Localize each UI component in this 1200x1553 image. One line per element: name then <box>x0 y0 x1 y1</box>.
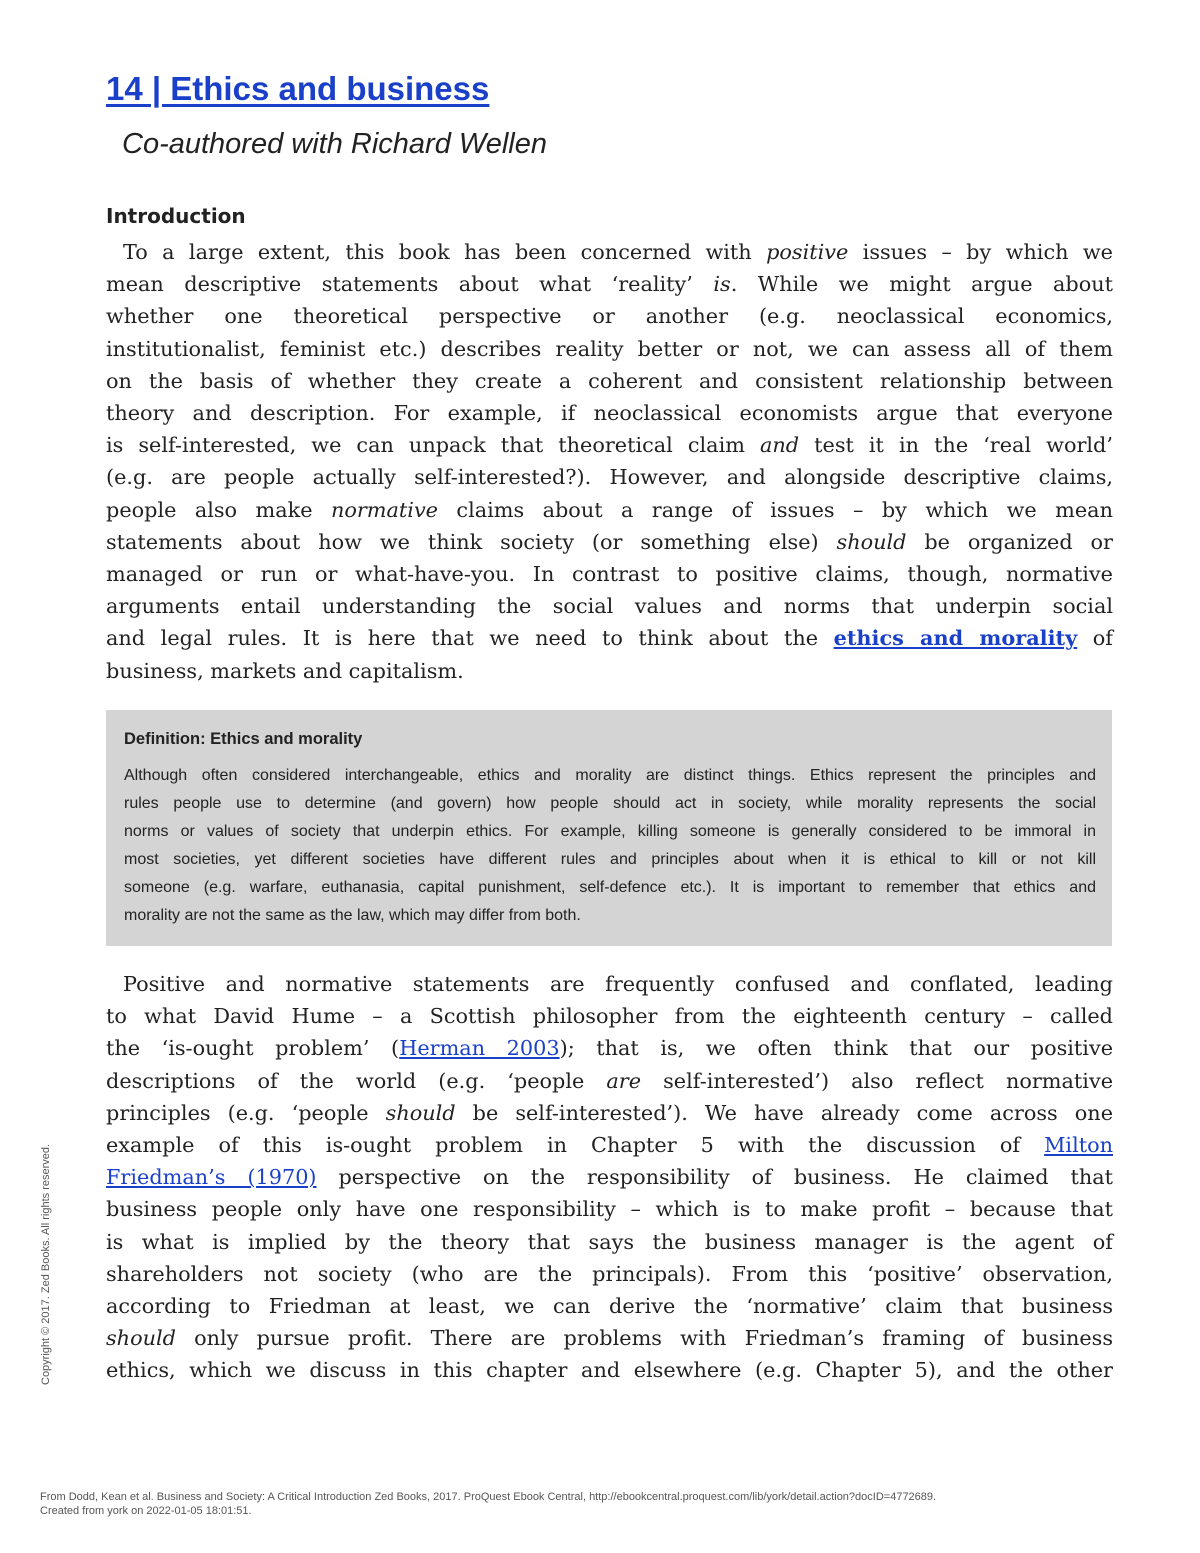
text-line: should only pursue profit. There are problems with Friedman’s framing of business <box>106 1326 1113 1351</box>
text-line: institutionalist, feminist etc.) describes reality better or not, we can assess all of them <box>106 336 1113 361</box>
text-line: principles (e.g. ‘people should be self-interested’). We have already come across one <box>106 1100 1113 1125</box>
definition-text <box>124 762 1096 930</box>
text-line: (e.g. are people actually self-interested?). However, and alongside descriptive claims, <box>106 465 1113 490</box>
text-line: Friedman’s (1970) perspective on the responsibility of business. He claimed that <box>106 1165 1113 1190</box>
text-line: statements about how we think society (or something else) should be organized or <box>106 529 1113 554</box>
footer-created: Created from york on 2022-01-05 18:01:51. <box>40 1505 252 1517</box>
text-line: business, markets and capitalism. <box>106 658 464 683</box>
text-line: rules people use to determine (and govern) how people should act in society, while morality represents the social <box>124 795 1096 812</box>
text-line: is self-interested, we can unpack that theoretical claim and test it in the ‘real world’ <box>106 433 1113 458</box>
text-line: morality are not the same as the law, which may differ from both. <box>124 907 581 924</box>
definition-box <box>106 710 1112 946</box>
definition-title: Definition: Ethics and morality <box>124 730 363 748</box>
text-line: someone (e.g. warfare, euthanasia, capital punishment, self-defence etc.). It is important to remember that ethics and <box>124 879 1096 896</box>
text-line: the ‘is-ought problem’ (Herman 2003); that is, we often think that our positive <box>106 1036 1114 1061</box>
ethics-and-morality-link[interactable]: ethics and morality <box>833 625 1078 651</box>
text-line: example of this is-ought problem in Chapter 5 with the discussion of Milton <box>106 1133 1113 1158</box>
text-line: people also make normative claims about a range of issues – by which we mean <box>106 497 1113 522</box>
text-line: on the basis of whether they create a coherent and consistent relationship between <box>106 368 1113 393</box>
copyright-notice: Copyright © 2017. Zed Books. All rights reserved. <box>40 1143 52 1385</box>
text-line: descriptions of the world (e.g. ‘people are self-interested’) also reflect normative <box>106 1068 1113 1093</box>
text-line: business people only have one responsibility – which is to make profit – because that <box>106 1197 1113 1222</box>
text-line: most societies, yet different societies have different rules and principles about when it is ethical to kill or not kill <box>124 851 1096 868</box>
herman-citation-link[interactable]: Herman 2003 <box>399 1036 560 1061</box>
text-line: whether one theoretical perspective or another (e.g. neoclassical economics, <box>106 304 1113 329</box>
chapter-coauthor: Co-authored with Richard Wellen <box>122 128 548 160</box>
text-line: managed or run or what-have-you. In contrast to positive claims, though, normative <box>106 562 1113 587</box>
text-line: arguments entail understanding the social values and norms that underpin social <box>106 594 1113 619</box>
text-line: theory and description. For example, if neoclassical economists argue that everyone <box>106 401 1113 426</box>
text-line: is what is implied by the theory that says the business manager is the agent of <box>106 1229 1113 1254</box>
text-line: shareholders not society (who are the principals). From this ‘positive’ observation, <box>106 1261 1113 1286</box>
friedman-citation-link-cont[interactable]: Friedman’s (1970) <box>106 1165 317 1190</box>
chapter-title[interactable]: 14 | Ethics and business <box>106 70 490 107</box>
text-line: Positive and normative statements are frequently confused and conflated, leading <box>123 972 1113 996</box>
text-line: to what David Hume – a Scottish philosopher from the eighteenth century – called <box>106 1004 1113 1029</box>
page-footer <box>40 1490 936 1518</box>
text-line: mean descriptive statements about what ‘reality’ is. While we might argue about <box>106 272 1113 297</box>
text-line: norms or values of society that underpin ethics. For example, killing someone is generally considered to be immoral in <box>124 823 1096 840</box>
text-line: and legal rules. It is here that we need to think about the ethics and morality of <box>106 625 1113 651</box>
text-line: To a large extent, this book has been concerned with positive issues – by which we <box>123 240 1113 264</box>
body-paragraph <box>106 968 1113 1387</box>
section-heading: Introduction <box>106 204 246 228</box>
text-line: according to Friedman at least, we can derive the ‘normative’ claim that business <box>106 1294 1113 1319</box>
intro-paragraph <box>106 236 1113 687</box>
friedman-citation-link[interactable]: Milton <box>1044 1133 1113 1158</box>
text-line: ethics, which we discuss in this chapter and elsewhere (e.g. Chapter 5), and the other <box>106 1358 1113 1383</box>
footer-source: From Dodd, Kean et al. Business and Society: A Critical Introduction Zed Books, 2017. ProQuest Ebook Central, http://ebookcentral.proquest.com/lib/york/detail.action?docID=4772689. <box>40 1491 937 1503</box>
text-line: Although often considered interchangeable, ethics and morality are distinct things. Ethics represent the principles and <box>124 767 1096 784</box>
